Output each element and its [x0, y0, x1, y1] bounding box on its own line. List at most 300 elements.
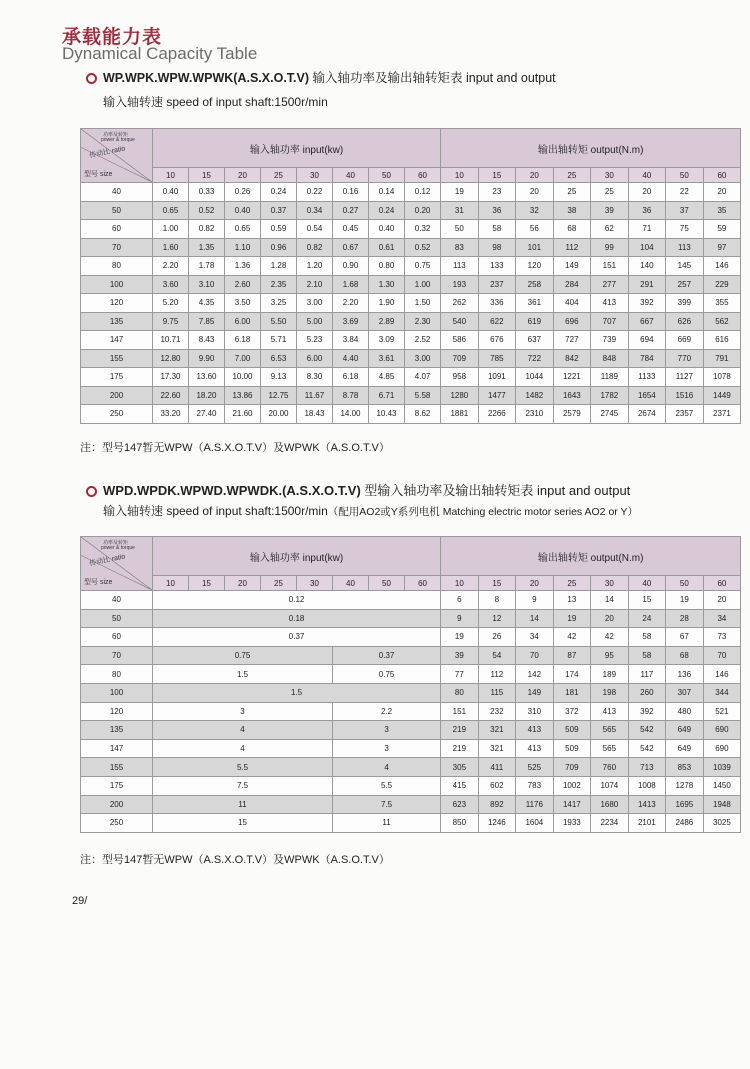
input-power-merged-cell: 4 — [333, 758, 441, 777]
input-power-cell: 18.20 — [189, 386, 225, 405]
ratio-header-cell: 60 — [405, 168, 441, 183]
output-torque-cell: 112 — [553, 238, 591, 257]
ratio-header-cell: 40 — [333, 576, 369, 591]
input-power-cell: 4.35 — [189, 294, 225, 313]
output-torque-cell: 113 — [666, 238, 704, 257]
output-torque-cell: 622 — [478, 312, 516, 331]
output-torque-cell: 848 — [591, 349, 629, 368]
output-torque-cell: 707 — [591, 312, 629, 331]
output-torque-cell: 760 — [591, 758, 629, 777]
output-torque-cell: 34 — [703, 609, 741, 628]
output-torque-cell: 20 — [591, 609, 629, 628]
output-torque-cell: 31 — [441, 201, 479, 220]
output-torque-cell: 39 — [441, 646, 479, 665]
ratio-header-cell: 40 — [333, 168, 369, 183]
output-torque-cell: 112 — [478, 665, 516, 684]
output-torque-cell: 174 — [553, 665, 591, 684]
input-power-cell: 8.62 — [405, 405, 441, 424]
output-torque-cell: 145 — [666, 257, 704, 276]
table-row — [81, 665, 741, 684]
output-torque-cell: 37 — [666, 201, 704, 220]
output-torque-cell: 586 — [441, 331, 479, 350]
input-power-cell: 6.53 — [261, 349, 297, 368]
output-torque-cell: 307 — [666, 683, 704, 702]
output-torque-cell: 19 — [441, 628, 479, 647]
output-torque-cell: 1176 — [516, 795, 554, 814]
output-torque-cell: 739 — [591, 331, 629, 350]
input-power-cell: 2.60 — [225, 275, 261, 294]
output-torque-cell: 68 — [666, 646, 704, 665]
output-torque-cell: 676 — [478, 331, 516, 350]
output-torque-cell: 690 — [703, 721, 741, 740]
table-row — [81, 183, 741, 202]
output-torque-cell: 2234 — [591, 814, 629, 833]
ratio-header-cell: 10 — [441, 576, 479, 591]
ratio-header-cell: 30 — [591, 576, 629, 591]
output-torque-cell: 20 — [703, 591, 741, 610]
ratio-header-cell: 60 — [405, 576, 441, 591]
table-row — [81, 312, 741, 331]
output-torque-cell: 1782 — [591, 386, 629, 405]
input-power-cell: 3.60 — [153, 275, 189, 294]
ratio-header-cell: 20 — [516, 168, 554, 183]
size-cell: 70 — [81, 238, 153, 257]
output-torque-cell: 117 — [628, 665, 666, 684]
output-torque-cell: 291 — [628, 275, 666, 294]
input-power-merged-cell: 1.5 — [153, 683, 441, 702]
output-torque-cell: 372 — [553, 702, 591, 721]
input-power-cell: 0.40 — [153, 183, 189, 202]
ratio-header-cell: 20 — [225, 576, 261, 591]
output-torque-cell: 623 — [441, 795, 479, 814]
section1-subheading: 输入轴转速 speed of input shaft:1500r/min — [103, 95, 328, 109]
input-power-cell: 0.16 — [333, 183, 369, 202]
size-cell: 120 — [81, 702, 153, 721]
ratio-header-cell: 50 — [369, 168, 405, 183]
output-torque-cell: 637 — [516, 331, 554, 350]
output-torque-cell: 28 — [666, 609, 704, 628]
input-power-cell: 6.00 — [297, 349, 333, 368]
input-power-cell: 4.85 — [369, 368, 405, 387]
section2-subheading-main: 输入轴转速 speed of input shaft:1500r/min — [103, 504, 328, 518]
output-torque-cell: 24 — [628, 609, 666, 628]
output-torque-cell: 361 — [516, 294, 554, 313]
output-torque-cell: 149 — [516, 683, 554, 702]
input-power-cell: 0.59 — [261, 220, 297, 239]
input-power-cell: 21.60 — [225, 405, 261, 424]
table-corner-cell — [81, 129, 153, 183]
table-row — [81, 591, 741, 610]
input-power-cell: 5.50 — [261, 312, 297, 331]
output-torque-cell: 1278 — [666, 776, 704, 795]
output-torque-cell: 80 — [441, 683, 479, 702]
table-row — [81, 758, 741, 777]
output-torque-cell: 104 — [628, 238, 666, 257]
table-row — [81, 702, 741, 721]
input-power-cell: 3.69 — [333, 312, 369, 331]
output-torque-header: 输出轴转矩 output(N.m) — [441, 537, 741, 576]
output-torque-cell: 1477 — [478, 386, 516, 405]
output-torque-cell: 181 — [553, 683, 591, 702]
output-torque-cell: 727 — [553, 331, 591, 350]
input-power-cell: 2.30 — [405, 312, 441, 331]
ratio-header-cell: 60 — [703, 576, 741, 591]
input-power-cell: 3.00 — [297, 294, 333, 313]
output-torque-cell: 14 — [591, 591, 629, 610]
input-power-cell: 8.30 — [297, 368, 333, 387]
ratio-header-cell: 25 — [553, 168, 591, 183]
output-torque-cell: 413 — [591, 702, 629, 721]
input-power-cell: 0.96 — [261, 238, 297, 257]
input-power-cell: 3.84 — [333, 331, 369, 350]
output-torque-cell: 602 — [478, 776, 516, 795]
output-torque-cell: 262 — [441, 294, 479, 313]
input-power-merged-cell: 3 — [333, 721, 441, 740]
input-power-cell: 1.00 — [153, 220, 189, 239]
output-torque-cell: 525 — [516, 758, 554, 777]
output-torque-cell: 616 — [703, 331, 741, 350]
input-power-cell: 5.00 — [297, 312, 333, 331]
input-power-merged-cell: 5.5 — [153, 758, 333, 777]
output-torque-cell: 542 — [628, 739, 666, 758]
output-torque-cell: 26 — [478, 628, 516, 647]
output-torque-cell: 562 — [703, 312, 741, 331]
size-cell: 70 — [81, 646, 153, 665]
input-power-cell: 10.43 — [369, 405, 405, 424]
input-power-cell: 22.60 — [153, 386, 189, 405]
section2-subheading-motor: （配用AO2或Y系列电机 Matching electric motor series AO2 or Y） — [327, 506, 639, 518]
input-power-cell: 14.00 — [333, 405, 369, 424]
ratio-header-cell: 15 — [189, 576, 225, 591]
output-torque-cell: 619 — [516, 312, 554, 331]
output-torque-cell: 1516 — [666, 386, 704, 405]
output-torque-cell: 413 — [516, 739, 554, 758]
ratio-header-cell: 15 — [478, 576, 516, 591]
output-torque-cell: 413 — [591, 294, 629, 313]
output-torque-cell: 58 — [628, 646, 666, 665]
output-torque-cell: 20 — [628, 183, 666, 202]
output-torque-cell: 277 — [591, 275, 629, 294]
input-power-cell: 1.10 — [225, 238, 261, 257]
output-torque-cell: 1044 — [516, 368, 554, 387]
output-torque-cell: 2266 — [478, 405, 516, 424]
output-torque-cell: 136 — [666, 665, 704, 684]
size-cell: 100 — [81, 683, 153, 702]
input-power-cell: 10.00 — [225, 368, 261, 387]
table-row — [81, 405, 741, 424]
output-torque-cell: 791 — [703, 349, 741, 368]
output-torque-cell: 58 — [628, 628, 666, 647]
size-cell: 155 — [81, 349, 153, 368]
input-power-cell: 8.43 — [189, 331, 225, 350]
input-power-cell: 1.36 — [225, 257, 261, 276]
input-power-cell: 0.52 — [405, 238, 441, 257]
corner-label-power-en: power & torque — [101, 545, 135, 551]
output-torque-cell: 95 — [591, 646, 629, 665]
input-power-cell: 6.71 — [369, 386, 405, 405]
output-torque-cell: 480 — [666, 702, 704, 721]
output-torque-cell: 1008 — [628, 776, 666, 795]
table-row — [81, 721, 741, 740]
section2-subheading — [103, 502, 638, 519]
output-torque-cell: 232 — [478, 702, 516, 721]
output-torque-cell: 853 — [666, 758, 704, 777]
size-cell: 155 — [81, 758, 153, 777]
output-torque-cell: 140 — [628, 257, 666, 276]
output-torque-cell: 32 — [516, 201, 554, 220]
output-torque-cell: 694 — [628, 331, 666, 350]
input-power-cell: 12.75 — [261, 386, 297, 405]
table-row — [81, 368, 741, 387]
ratio-header-cell: 50 — [369, 576, 405, 591]
output-torque-cell: 284 — [553, 275, 591, 294]
output-torque-cell: 321 — [478, 739, 516, 758]
output-torque-cell: 1413 — [628, 795, 666, 814]
input-power-merged-cell: 4 — [153, 739, 333, 758]
size-cell: 80 — [81, 665, 153, 684]
input-power-cell: 9.90 — [189, 349, 225, 368]
output-torque-cell: 193 — [441, 275, 479, 294]
output-torque-cell: 25 — [553, 183, 591, 202]
input-power-header: 输入轴功率 input(kw) — [153, 129, 441, 168]
output-torque-cell: 1280 — [441, 386, 479, 405]
input-power-cell: 0.20 — [405, 201, 441, 220]
table-row — [81, 238, 741, 257]
output-torque-cell: 12 — [478, 609, 516, 628]
output-torque-cell: 404 — [553, 294, 591, 313]
input-power-cell: 0.40 — [225, 201, 261, 220]
input-power-cell: 0.90 — [333, 257, 369, 276]
output-torque-cell: 67 — [666, 628, 704, 647]
output-torque-cell: 83 — [441, 238, 479, 257]
output-torque-cell: 237 — [478, 275, 516, 294]
input-power-cell: 0.45 — [333, 220, 369, 239]
output-torque-cell: 73 — [703, 628, 741, 647]
output-torque-cell: 68 — [553, 220, 591, 239]
size-cell: 200 — [81, 386, 153, 405]
input-power-merged-cell: 11 — [153, 795, 333, 814]
page-title-en: Dynamical Capacity Table — [62, 44, 258, 63]
size-cell: 147 — [81, 331, 153, 350]
output-torque-cell: 1078 — [703, 368, 741, 387]
corner-label-size: 型号 size — [84, 579, 113, 586]
output-torque-cell: 892 — [478, 795, 516, 814]
input-power-cell: 33.20 — [153, 405, 189, 424]
page-title-cn: 承载能力表 — [62, 26, 163, 48]
output-torque-cell: 19 — [666, 591, 704, 610]
output-torque-cell: 565 — [591, 721, 629, 740]
output-torque-cell: 219 — [441, 721, 479, 740]
output-torque-cell: 1039 — [703, 758, 741, 777]
output-torque-cell: 260 — [628, 683, 666, 702]
input-power-cell: 0.24 — [261, 183, 297, 202]
output-torque-cell: 146 — [703, 257, 741, 276]
table-row — [81, 331, 741, 350]
page-number: 29/ — [72, 895, 88, 907]
input-power-cell: 10.71 — [153, 331, 189, 350]
ratio-header-cell: 30 — [297, 576, 333, 591]
input-power-cell: 13.86 — [225, 386, 261, 405]
size-cell: 250 — [81, 814, 153, 833]
output-torque-cell: 1482 — [516, 386, 554, 405]
output-torque-cell: 54 — [478, 646, 516, 665]
table-row — [81, 257, 741, 276]
input-power-cell: 3.09 — [369, 331, 405, 350]
input-power-cell: 0.22 — [297, 183, 333, 202]
table-row — [81, 201, 741, 220]
section2-note: 注：型号147暂无WPW（A.S.X.O.T.V）及WPWK（A.S.O.T.V） — [80, 854, 390, 866]
output-torque-cell: 71 — [628, 220, 666, 239]
input-power-cell: 9.13 — [261, 368, 297, 387]
size-cell: 200 — [81, 795, 153, 814]
output-torque-cell: 99 — [591, 238, 629, 257]
ratio-header-cell: 20 — [516, 576, 554, 591]
output-torque-cell: 842 — [553, 349, 591, 368]
output-torque-cell: 42 — [591, 628, 629, 647]
output-torque-cell: 20 — [703, 183, 741, 202]
output-torque-cell: 15 — [628, 591, 666, 610]
input-power-merged-cell: 3 — [153, 702, 333, 721]
table-row — [81, 683, 741, 702]
output-torque-cell: 1450 — [703, 776, 741, 795]
input-power-cell: 20.00 — [261, 405, 297, 424]
output-torque-cell: 34 — [516, 628, 554, 647]
input-power-cell: 0.61 — [369, 238, 405, 257]
output-torque-cell: 1933 — [553, 814, 591, 833]
input-power-cell: 2.10 — [297, 275, 333, 294]
input-power-cell: 0.32 — [405, 220, 441, 239]
output-torque-cell: 399 — [666, 294, 704, 313]
output-torque-cell: 1189 — [591, 368, 629, 387]
output-torque-cell: 115 — [478, 683, 516, 702]
output-torque-header: 输出轴转矩 output(N.m) — [441, 129, 741, 168]
input-power-cell: 0.82 — [297, 238, 333, 257]
input-power-cell: 0.24 — [369, 201, 405, 220]
input-power-cell: 1.00 — [405, 275, 441, 294]
size-cell: 120 — [81, 294, 153, 313]
input-power-cell: 1.90 — [369, 294, 405, 313]
output-torque-cell: 411 — [478, 758, 516, 777]
output-torque-cell: 2486 — [666, 814, 704, 833]
section2-heading — [86, 480, 630, 499]
input-power-cell: 0.26 — [225, 183, 261, 202]
output-torque-cell: 1948 — [703, 795, 741, 814]
corner-label-power: 功率及转矩 — [103, 132, 129, 138]
ratio-header-cell: 50 — [666, 576, 704, 591]
output-torque-cell: 696 — [553, 312, 591, 331]
output-torque-cell: 87 — [553, 646, 591, 665]
input-power-cell: 0.75 — [405, 257, 441, 276]
output-torque-cell: 77 — [441, 665, 479, 684]
input-power-cell: 6.18 — [225, 331, 261, 350]
output-torque-cell: 415 — [441, 776, 479, 795]
output-torque-cell: 257 — [666, 275, 704, 294]
output-torque-cell: 1091 — [478, 368, 516, 387]
section1-heading — [86, 68, 556, 86]
input-power-cell: 2.35 — [261, 275, 297, 294]
input-power-cell: 1.50 — [405, 294, 441, 313]
output-torque-cell: 38 — [553, 201, 591, 220]
input-power-cell: 2.20 — [333, 294, 369, 313]
output-torque-cell: 336 — [478, 294, 516, 313]
output-torque-cell: 355 — [703, 294, 741, 313]
output-torque-cell: 70 — [516, 646, 554, 665]
output-torque-cell: 75 — [666, 220, 704, 239]
input-power-cell: 1.68 — [333, 275, 369, 294]
output-torque-cell: 6 — [441, 591, 479, 610]
output-torque-cell: 1654 — [628, 386, 666, 405]
table-row — [81, 609, 741, 628]
output-torque-cell: 713 — [628, 758, 666, 777]
ratio-header-cell: 25 — [261, 168, 297, 183]
section2-heading-bold: WPD.WPDK.WPWD.WPWDK.(A.S.X.O.T.V) — [103, 483, 361, 498]
input-power-merged-cell: 0.12 — [153, 591, 441, 610]
table-row — [81, 386, 741, 405]
output-torque-cell: 958 — [441, 368, 479, 387]
table-row — [81, 294, 741, 313]
size-cell: 135 — [81, 312, 153, 331]
size-cell: 147 — [81, 739, 153, 758]
input-power-header: 输入轴功率 input(kw) — [153, 537, 441, 576]
ratio-header-cell: 25 — [553, 576, 591, 591]
ratio-header-cell: 30 — [297, 168, 333, 183]
output-torque-cell: 2371 — [703, 405, 741, 424]
output-torque-cell: 509 — [553, 721, 591, 740]
input-power-cell: 3.10 — [189, 275, 225, 294]
output-torque-cell: 2674 — [628, 405, 666, 424]
input-power-cell: 4.07 — [405, 368, 441, 387]
output-torque-cell: 3025 — [703, 814, 741, 833]
output-torque-cell: 310 — [516, 702, 554, 721]
input-power-merged-cell: 0.37 — [153, 628, 441, 647]
output-torque-cell: 19 — [441, 183, 479, 202]
output-torque-cell: 19 — [553, 609, 591, 628]
input-power-cell: 3.61 — [369, 349, 405, 368]
input-power-cell: 8.78 — [333, 386, 369, 405]
output-torque-cell: 649 — [666, 721, 704, 740]
ratio-header-cell: 20 — [225, 168, 261, 183]
input-power-merged-cell: 11 — [333, 814, 441, 833]
input-power-cell: 7.85 — [189, 312, 225, 331]
input-power-cell: 0.37 — [261, 201, 297, 220]
output-torque-cell: 540 — [441, 312, 479, 331]
input-power-cell: 0.52 — [189, 201, 225, 220]
size-cell: 175 — [81, 776, 153, 795]
input-power-merged-cell: 2.2 — [333, 702, 441, 721]
corner-label-ratio: 传动比 ratio — [88, 553, 126, 568]
corner-label-size: 型号 size — [84, 171, 113, 178]
output-torque-cell: 258 — [516, 275, 554, 294]
output-torque-cell: 392 — [628, 294, 666, 313]
table-row — [81, 739, 741, 758]
input-power-cell: 0.65 — [225, 220, 261, 239]
input-power-merged-cell: 1.5 — [153, 665, 333, 684]
output-torque-cell: 133 — [478, 257, 516, 276]
output-torque-cell: 50 — [441, 220, 479, 239]
output-torque-cell: 1643 — [553, 386, 591, 405]
input-power-cell: 27.40 — [189, 405, 225, 424]
output-torque-cell: 36 — [628, 201, 666, 220]
output-torque-cell: 23 — [478, 183, 516, 202]
input-power-cell: 0.80 — [369, 257, 405, 276]
input-power-cell: 3.00 — [405, 349, 441, 368]
output-torque-cell: 9 — [441, 609, 479, 628]
output-torque-cell: 1695 — [666, 795, 704, 814]
output-torque-cell: 142 — [516, 665, 554, 684]
ratio-header-cell: 10 — [153, 576, 189, 591]
output-torque-cell: 22 — [666, 183, 704, 202]
size-cell: 50 — [81, 609, 153, 628]
